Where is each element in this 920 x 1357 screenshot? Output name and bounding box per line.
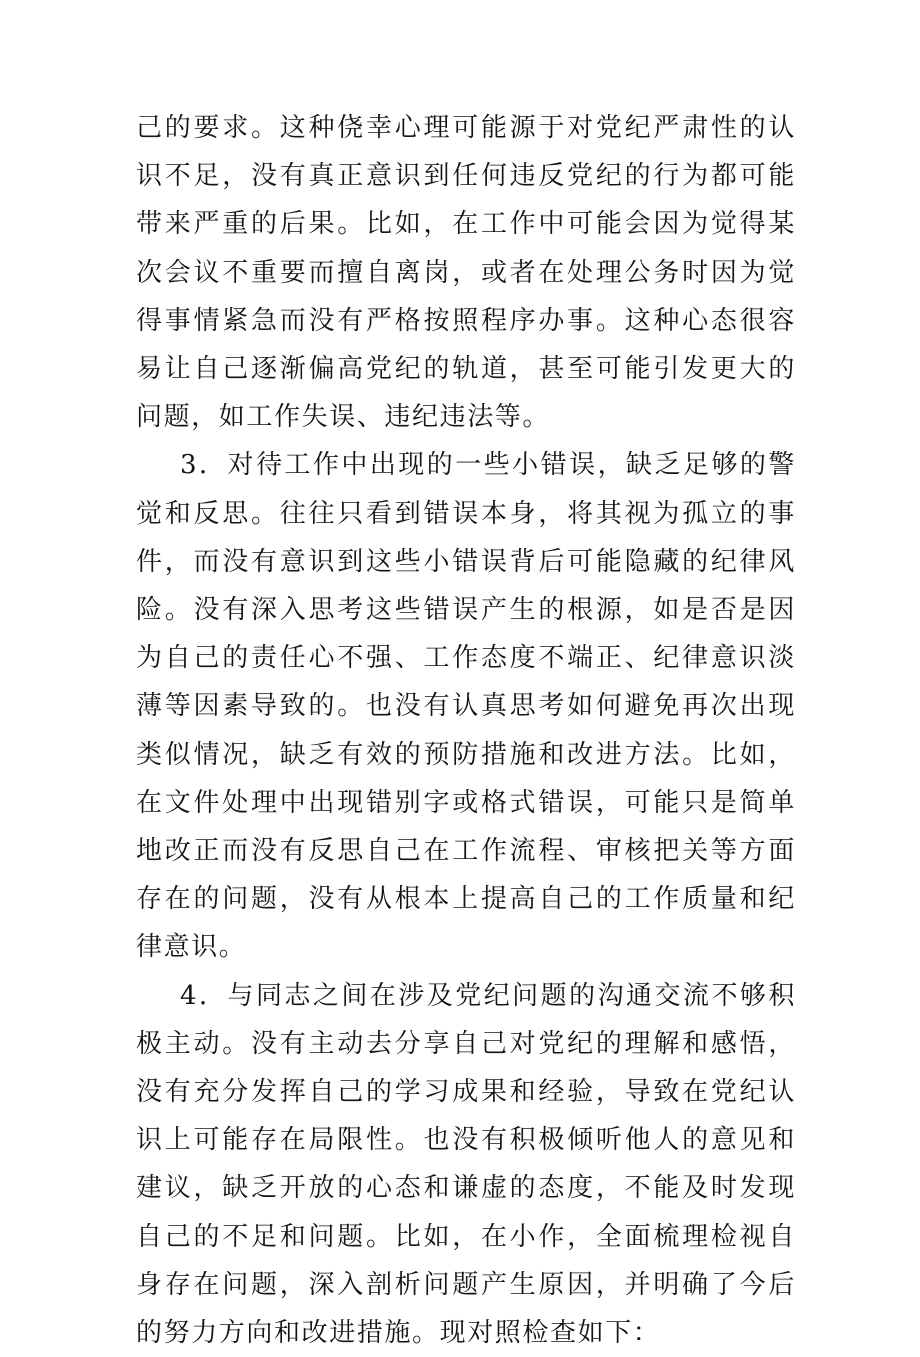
document-body bbox=[136, 104, 796, 1357]
paragraph-item-3: 3．对待工作中出现的一些小错误，缺乏足够的警觉和反思。往往只看到错误本身，将其视为孤立的事件，而没有意识到这些小错误背后可能隐藏的纪律风险。没有深入思考这些错误产生的根源，如是否是因为自己的责任心不强、工作态度不端正、纪律意识淡薄等因素导致的。也没有认真思考如何避免再次出现类似情况，缺乏有效的预防措施和改进方法。比如，在文件处理中出现错别字或格式错误，可能只是简单地改正而没有反思自己在工作流程、审核把关等方面存在的问题，没有从根本上提高自己的工作质量和纪律意识。 bbox=[136, 450, 796, 963]
paragraph-item-4: 4．与同志之间在涉及党纪问题的沟通交流不够积极主动。没有主动去分享自己对党纪的理解和感悟，没有充分发挥自己的学习成果和经验，导致在党纪认识上可能存在局限性。也没有积极倾听他人的意见和建议，缺乏开放的心态和谦虚的态度，不能及时发现自己的不足和问题。比如，在小作，全面梳理检视自身存在问题，深入剖析问题产生原因，并明确了今后的努力方向和改进措施。现对照检查如下： bbox=[136, 980, 796, 1349]
paragraph-continuation: 己的要求。这种侥幸心理可能源于对党纪严肃性的认识不足，没有真正意识到任何违反党纪的行为都可能带来严重的后果。比如，在工作中可能会因为觉得某次会议不重要而擅自离岗，或者在处理公务时因为觉得事情紧急而没有严格按照程序办事。这种心态很容易让自己逐渐偏高党纪的轨道，甚至可能引发更大的问题，如工作失误、违纪违法等。 bbox=[136, 113, 796, 433]
